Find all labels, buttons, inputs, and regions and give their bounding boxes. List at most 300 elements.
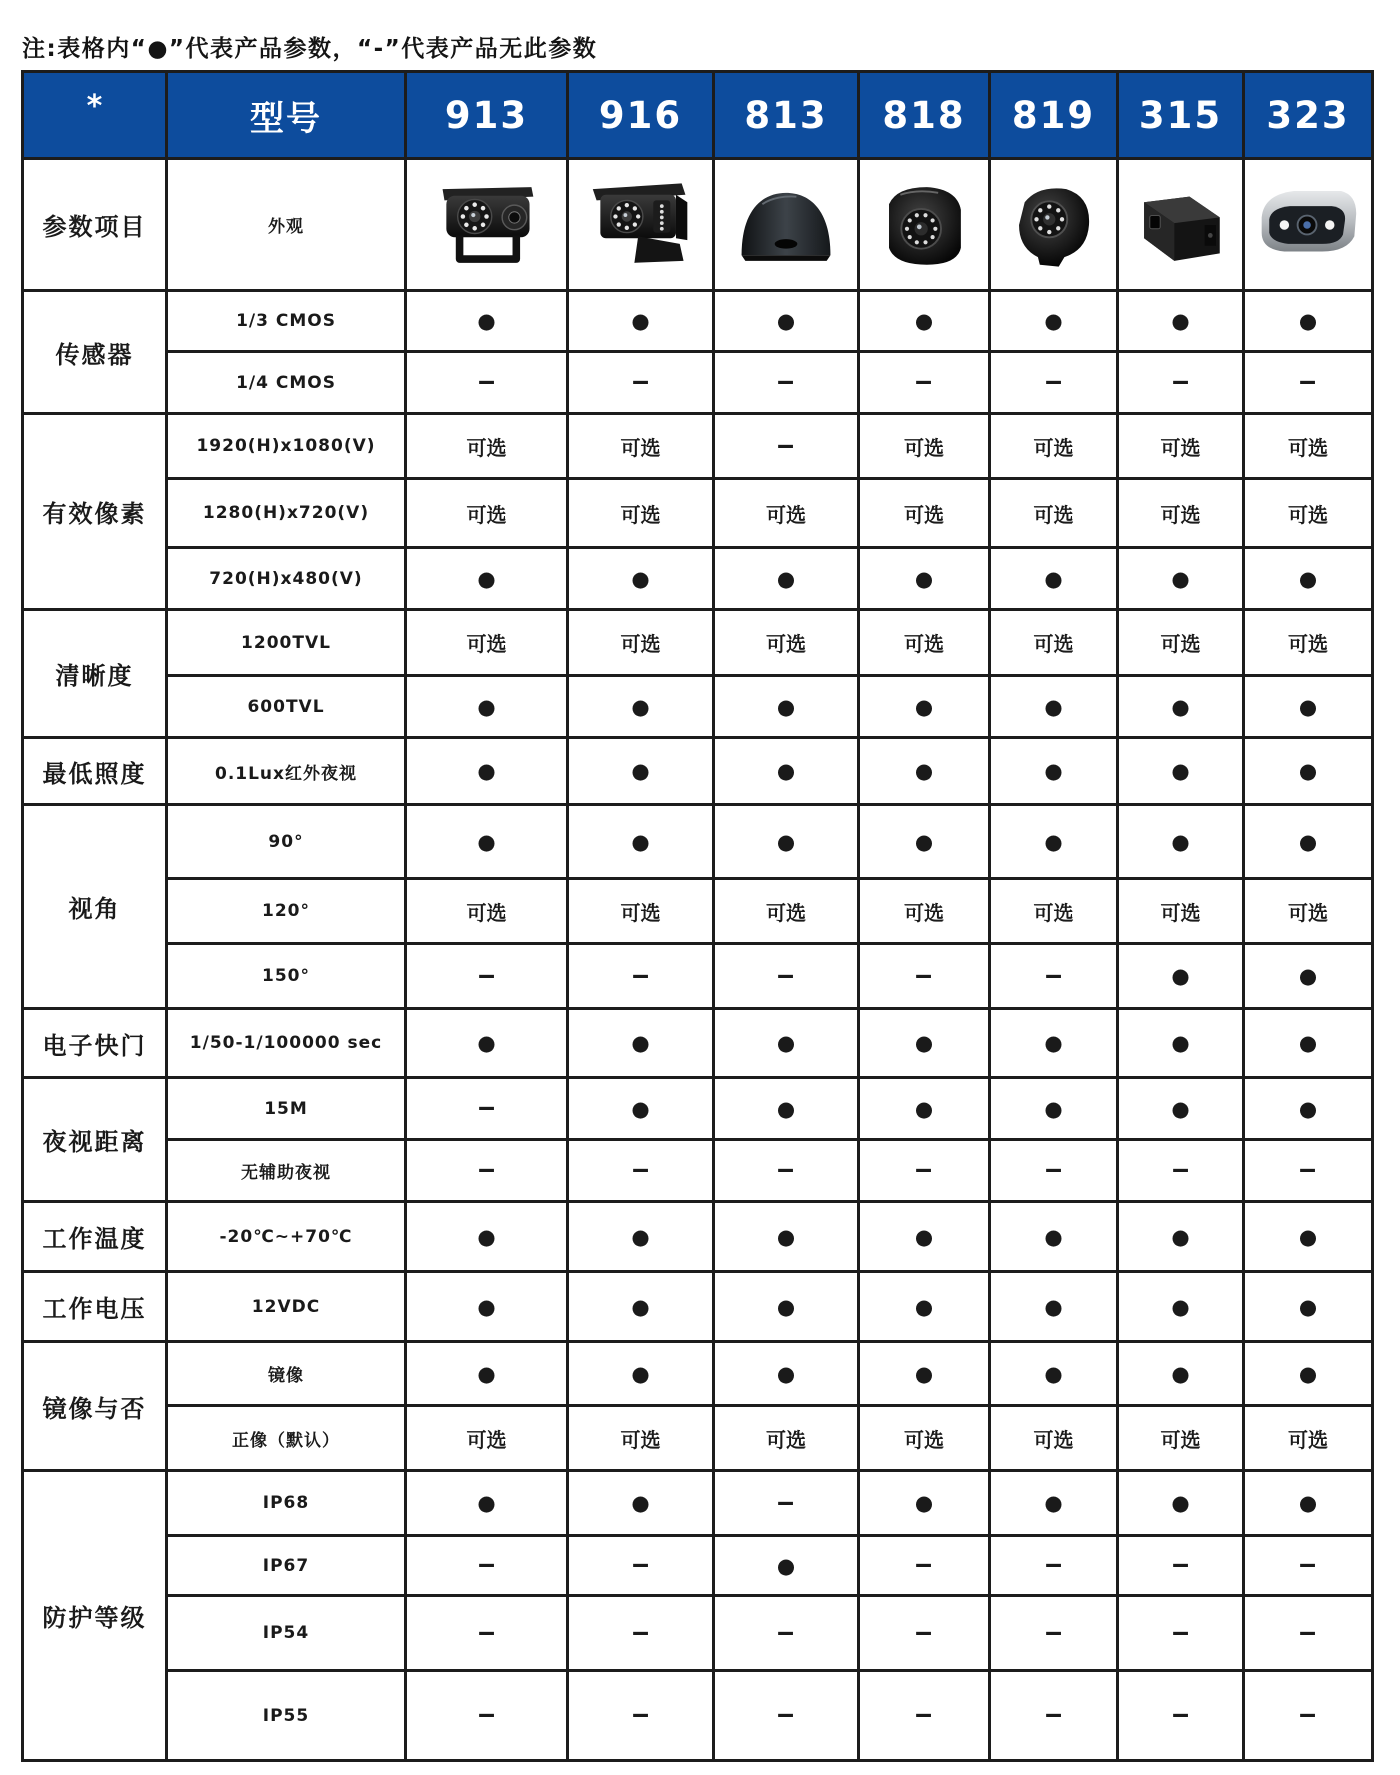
dot-mark-cell-text: ● bbox=[776, 1224, 796, 1249]
optional-cell-text: 可选 bbox=[466, 632, 507, 656]
parameter-label-text: 15M bbox=[264, 1098, 308, 1119]
dot-mark-cell bbox=[569, 677, 712, 736]
dot-mark-cell bbox=[1245, 1472, 1371, 1534]
dash-mark-cell-text: - bbox=[476, 1703, 497, 1728]
dot-mark-cell-text: ● bbox=[776, 694, 796, 719]
dot-mark-cell-text: ● bbox=[776, 1294, 796, 1319]
optional-cell bbox=[569, 415, 712, 477]
dash-mark-cell-text: - bbox=[913, 1553, 935, 1578]
dash-mark-cell-text: - bbox=[630, 1553, 651, 1578]
dot-mark-cell-text: ● bbox=[776, 1096, 796, 1121]
optional-cell bbox=[407, 415, 566, 477]
dash-mark-cell bbox=[1119, 1597, 1242, 1669]
appearance-913 bbox=[407, 160, 566, 289]
dash-mark-cell bbox=[407, 1597, 566, 1669]
category-cell-text: 视角 bbox=[68, 895, 121, 923]
optional-cell-text: 可选 bbox=[620, 435, 661, 460]
dash-mark-cell bbox=[715, 1672, 857, 1759]
category-cell-text: 清晰度 bbox=[55, 662, 134, 690]
dash-mark-cell bbox=[569, 945, 712, 1007]
dot-mark-cell bbox=[1245, 1203, 1371, 1270]
dot-mark-cell bbox=[715, 677, 857, 736]
category-cell bbox=[24, 806, 165, 1007]
optional-cell-text: 可选 bbox=[1033, 900, 1074, 925]
dot-mark-cell bbox=[1119, 806, 1242, 877]
dot-mark-cell-text: ● bbox=[477, 566, 496, 591]
dot-mark-cell-text: ● bbox=[631, 1031, 650, 1055]
category-cell bbox=[24, 1079, 165, 1200]
dash-mark-cell-text: - bbox=[775, 1158, 797, 1183]
dot-mark-cell bbox=[991, 677, 1116, 736]
optional-cell bbox=[407, 611, 566, 674]
parameter-label-text: IP68 bbox=[262, 1493, 310, 1513]
dash-mark-cell-text: - bbox=[775, 1620, 797, 1646]
dot-mark-cell bbox=[1245, 1343, 1371, 1404]
parameter-label bbox=[168, 549, 404, 608]
dot-mark-cell bbox=[860, 806, 988, 877]
category-cell-text: 参数项目 bbox=[42, 213, 147, 241]
optional-cell-text: 可选 bbox=[1033, 632, 1074, 656]
dot-mark-cell-text: ● bbox=[1044, 1031, 1063, 1055]
dot-mark-cell-text: ● bbox=[477, 829, 496, 854]
optional-cell-text: 可选 bbox=[904, 632, 944, 656]
bracket-camera-916-icon bbox=[589, 181, 693, 269]
dot-mark-cell bbox=[991, 1472, 1116, 1534]
optional-cell-text: 可选 bbox=[466, 502, 507, 527]
optional-cell-text: 可选 bbox=[620, 1427, 661, 1452]
parameter-label-text: IP67 bbox=[262, 1555, 310, 1576]
dot-mark-cell bbox=[569, 1203, 712, 1270]
optional-cell bbox=[1245, 415, 1371, 477]
optional-cell-text: 可选 bbox=[1160, 900, 1201, 925]
optional-cell bbox=[860, 880, 988, 942]
optional-cell bbox=[1119, 1407, 1242, 1469]
appearance-813 bbox=[715, 160, 857, 289]
dot-mark-cell bbox=[991, 1079, 1116, 1138]
optional-cell bbox=[715, 1407, 857, 1469]
optional-cell-text: 可选 bbox=[620, 900, 661, 925]
dot-mark-cell-text: ● bbox=[1298, 694, 1318, 719]
parameter-label-text: -20℃~+70℃ bbox=[219, 1226, 353, 1247]
legend-note: 注:表格内“●”代表产品参数，“-”代表产品无此参数 bbox=[22, 36, 598, 62]
optional-cell-text: 可选 bbox=[466, 435, 507, 460]
dash-mark-cell-text: - bbox=[1170, 1158, 1191, 1183]
dot-mark-cell bbox=[1245, 1010, 1371, 1076]
model-header-315-text: 315 bbox=[1138, 93, 1223, 137]
dash-mark-cell bbox=[860, 1537, 988, 1594]
optional-cell bbox=[569, 1407, 712, 1469]
dash-mark-cell bbox=[1245, 353, 1371, 412]
dash-mark-cell bbox=[569, 1672, 712, 1759]
optional-cell bbox=[569, 480, 712, 546]
dot-mark-cell bbox=[991, 806, 1116, 877]
optional-cell-text: 可选 bbox=[1033, 502, 1074, 527]
category-cell bbox=[24, 415, 165, 608]
dot-mark-cell bbox=[1245, 1273, 1371, 1340]
dot-mark-cell-text: ● bbox=[914, 1096, 934, 1121]
parameter-label bbox=[168, 1537, 404, 1594]
optional-cell bbox=[715, 611, 857, 674]
optional-cell-text: 可选 bbox=[1033, 1427, 1074, 1452]
dot-mark-cell bbox=[1245, 292, 1371, 350]
parameter-label bbox=[168, 677, 404, 736]
parameter-label bbox=[168, 739, 404, 803]
dot-mark-cell bbox=[407, 739, 566, 803]
dot-mark-cell-text: ● bbox=[1171, 829, 1190, 854]
dash-mark-cell bbox=[1119, 1537, 1242, 1594]
parameter-label bbox=[168, 292, 404, 350]
optional-cell bbox=[991, 480, 1116, 546]
dot-mark-cell bbox=[860, 1343, 988, 1404]
dot-mark-cell-text: ● bbox=[914, 1361, 934, 1386]
dot-mark-cell-text: ● bbox=[1298, 829, 1318, 854]
dot-mark-cell bbox=[715, 1343, 857, 1404]
category-cell-text: 防护等级 bbox=[42, 1604, 147, 1632]
dot-mark-cell-text: ● bbox=[631, 1491, 650, 1515]
optional-cell bbox=[407, 880, 566, 942]
parameter-label-text: 镜像 bbox=[268, 1366, 304, 1386]
dot-mark-cell-text: ● bbox=[631, 566, 650, 591]
appearance-818 bbox=[860, 160, 988, 289]
dash-mark-cell-text: - bbox=[1297, 1620, 1319, 1646]
dot-mark-cell-text: ● bbox=[914, 1224, 934, 1249]
parameter-label-text: IP55 bbox=[262, 1705, 310, 1726]
dash-mark-cell bbox=[860, 1141, 988, 1200]
dot-mark-cell-text: ● bbox=[1044, 1096, 1063, 1121]
optional-cell-text: 可选 bbox=[466, 1427, 507, 1452]
parameter-label-text: 150° bbox=[262, 966, 310, 986]
dot-mark-cell bbox=[407, 677, 566, 736]
dot-mark-cell-text: ● bbox=[1171, 309, 1190, 333]
dot-mark-cell-text: ● bbox=[1298, 964, 1318, 988]
parameter-label bbox=[168, 611, 404, 674]
dot-mark-cell bbox=[715, 1273, 857, 1340]
dash-mark-cell bbox=[715, 945, 857, 1007]
dash-mark-cell bbox=[407, 1537, 566, 1594]
optional-cell bbox=[860, 480, 988, 546]
optional-cell-text: 可选 bbox=[766, 632, 806, 656]
dash-mark-cell-text: - bbox=[476, 963, 497, 989]
dot-mark-cell bbox=[1245, 945, 1371, 1007]
parameter-label-text: 120° bbox=[262, 901, 310, 921]
category-cell bbox=[24, 292, 165, 412]
appearance-819 bbox=[991, 160, 1116, 289]
dot-mark-cell-text: ● bbox=[631, 1224, 650, 1249]
model-header-813 bbox=[715, 73, 857, 157]
dot-mark-cell bbox=[991, 1010, 1116, 1076]
dot-mark-cell-text: ● bbox=[1044, 1294, 1063, 1319]
dash-mark-cell bbox=[407, 1079, 566, 1138]
dot-mark-cell-text: ● bbox=[914, 1031, 934, 1055]
dash-mark-cell-text: - bbox=[1043, 1553, 1064, 1578]
dash-mark-cell bbox=[860, 1597, 988, 1669]
category-cell-text: 夜视距离 bbox=[42, 1128, 147, 1156]
category-cell-text: 最低照度 bbox=[42, 759, 147, 788]
dash-mark-cell bbox=[407, 353, 566, 412]
parameter-label bbox=[168, 806, 404, 877]
dot-mark-cell-text: ● bbox=[631, 1361, 650, 1386]
optional-cell-text: 可选 bbox=[1033, 435, 1074, 460]
dot-mark-cell bbox=[569, 1010, 712, 1076]
dot-mark-cell bbox=[407, 1010, 566, 1076]
optional-cell bbox=[715, 880, 857, 942]
parameter-label-text: 1/50-1/100000 sec bbox=[189, 1033, 383, 1053]
dot-mark-cell-text: ● bbox=[477, 759, 496, 783]
optional-cell-text: 可选 bbox=[466, 900, 507, 925]
dash-mark-cell-text: - bbox=[630, 963, 651, 989]
category-cell bbox=[24, 1010, 165, 1076]
dot-mark-cell bbox=[715, 739, 857, 803]
dot-mark-cell-text: ● bbox=[914, 829, 934, 854]
parameter-label-text: 720(H)x480(V) bbox=[209, 568, 363, 589]
dash-mark-cell bbox=[860, 1672, 988, 1759]
dash-mark-cell-text: - bbox=[1297, 1703, 1319, 1728]
dash-mark-cell bbox=[1245, 1597, 1371, 1669]
dash-mark-cell-text: - bbox=[476, 1096, 497, 1121]
dot-mark-cell bbox=[569, 1472, 712, 1534]
dash-mark-cell bbox=[991, 1597, 1116, 1669]
optional-cell bbox=[991, 1407, 1116, 1469]
parameter-label bbox=[168, 1672, 404, 1759]
dot-mark-cell-text: ● bbox=[1298, 309, 1318, 333]
parameter-label-text: 无辅助夜视 bbox=[241, 1163, 331, 1183]
dot-mark-cell bbox=[1245, 739, 1371, 803]
box-camera-315-icon bbox=[1129, 181, 1233, 269]
dot-mark-cell-text: ● bbox=[1298, 1096, 1318, 1121]
parameter-label bbox=[168, 480, 404, 546]
optional-cell-text: 可选 bbox=[904, 435, 944, 460]
model-header-818-text: 818 bbox=[882, 93, 966, 137]
dot-mark-cell bbox=[407, 1273, 566, 1340]
parameter-label-text: 1280(H)x720(V) bbox=[202, 503, 370, 523]
dot-mark-cell bbox=[407, 1203, 566, 1270]
dot-mark-cell-text: ● bbox=[1044, 694, 1063, 719]
dot-mark-cell bbox=[1245, 549, 1371, 608]
dot-mark-cell-text: ● bbox=[1298, 1294, 1318, 1319]
dot-mark-cell bbox=[569, 1079, 712, 1138]
optional-cell-text: 可选 bbox=[620, 632, 661, 656]
model-header-913-text: 913 bbox=[444, 93, 529, 137]
dash-mark-cell-text: - bbox=[1043, 1703, 1064, 1728]
dash-mark-cell-text: - bbox=[913, 1158, 935, 1183]
dot-mark-cell-text: ● bbox=[776, 309, 796, 333]
dot-mark-cell-text: ● bbox=[1171, 1224, 1190, 1249]
dot-mark-cell bbox=[715, 549, 857, 608]
dot-mark-cell-text: ● bbox=[477, 1224, 496, 1249]
dot-mark-cell bbox=[860, 549, 988, 608]
dash-mark-cell-text: - bbox=[1043, 1158, 1064, 1183]
optional-cell-text: 可选 bbox=[766, 900, 806, 925]
optional-cell bbox=[1245, 1407, 1371, 1469]
dash-mark-cell bbox=[991, 945, 1116, 1007]
dot-mark-cell-text: ● bbox=[1044, 759, 1063, 783]
dot-mark-cell-text: ● bbox=[1171, 1361, 1190, 1386]
optional-cell-text: 可选 bbox=[1288, 632, 1328, 656]
optional-cell bbox=[1245, 480, 1371, 546]
dash-mark-cell-text: - bbox=[630, 1158, 651, 1183]
dot-mark-cell bbox=[569, 739, 712, 803]
parameter-label bbox=[168, 160, 404, 289]
optional-cell bbox=[569, 611, 712, 674]
dot-mark-cell-text: ● bbox=[477, 1491, 496, 1515]
parameter-label-text: 1200TVL bbox=[241, 632, 331, 653]
dot-mark-cell-text: ● bbox=[631, 759, 650, 783]
parameter-label bbox=[168, 1010, 404, 1076]
dot-mark-cell bbox=[1245, 677, 1371, 736]
dot-mark-cell bbox=[569, 1273, 712, 1340]
dash-mark-cell bbox=[407, 1672, 566, 1759]
dot-mark-cell bbox=[991, 739, 1116, 803]
optional-cell bbox=[407, 1407, 566, 1469]
dash-mark-cell bbox=[991, 1537, 1116, 1594]
dot-mark-cell bbox=[1119, 549, 1242, 608]
parameter-label bbox=[168, 1079, 404, 1138]
dash-mark-cell-text: - bbox=[1170, 1553, 1191, 1578]
dot-mark-cell bbox=[407, 1343, 566, 1404]
category-cell bbox=[24, 739, 165, 803]
dash-mark-cell-text: - bbox=[1297, 370, 1319, 395]
parameter-label bbox=[168, 1407, 404, 1469]
dot-mark-cell-text: ● bbox=[1298, 1361, 1318, 1386]
dash-mark-cell-text: - bbox=[913, 1620, 935, 1646]
optional-cell bbox=[991, 880, 1116, 942]
dot-mark-cell bbox=[715, 1203, 857, 1270]
dot-mark-cell-text: ● bbox=[776, 829, 796, 854]
parameter-label-text: 外观 bbox=[268, 217, 304, 237]
parameter-label bbox=[168, 1343, 404, 1404]
dot-mark-cell-text: ● bbox=[631, 829, 650, 854]
dot-mark-cell-text: ● bbox=[914, 759, 934, 783]
dot-mark-cell-text: ● bbox=[631, 694, 650, 719]
dash-mark-cell-text: - bbox=[775, 433, 797, 459]
parameter-label bbox=[168, 415, 404, 477]
dash-mark-cell-text: - bbox=[1170, 1703, 1191, 1728]
dot-mark-cell bbox=[569, 806, 712, 877]
dot-mark-cell-text: ● bbox=[914, 309, 934, 333]
dash-mark-cell-text: - bbox=[913, 1703, 935, 1728]
parameter-label bbox=[168, 1273, 404, 1340]
dot-mark-cell bbox=[1119, 677, 1242, 736]
dot-mark-cell bbox=[715, 806, 857, 877]
dash-mark-cell bbox=[991, 353, 1116, 412]
optional-cell-text: 可选 bbox=[1160, 502, 1201, 527]
dash-mark-cell bbox=[1245, 1141, 1371, 1200]
model-header-819-text: 819 bbox=[1011, 93, 1096, 137]
dot-mark-cell-text: ● bbox=[1171, 1491, 1190, 1515]
dot-mark-cell bbox=[1119, 292, 1242, 350]
optional-cell bbox=[1119, 611, 1242, 674]
dot-mark-cell bbox=[860, 1273, 988, 1340]
dot-mark-cell-text: ● bbox=[1171, 964, 1190, 988]
dot-mark-cell-text: ● bbox=[914, 694, 934, 719]
header-star-text: * bbox=[86, 88, 103, 124]
dash-mark-cell bbox=[569, 1141, 712, 1200]
dot-mark-cell-text: ● bbox=[1171, 759, 1190, 783]
optional-cell bbox=[1119, 415, 1242, 477]
dot-mark-cell-text: ● bbox=[1298, 1224, 1318, 1249]
appearance-323 bbox=[1245, 160, 1371, 289]
dot-mark-cell bbox=[1245, 806, 1371, 877]
dash-mark-cell bbox=[860, 353, 988, 412]
dash-mark-cell bbox=[715, 1141, 857, 1200]
dot-mark-cell bbox=[1119, 1273, 1242, 1340]
dot-mark-cell bbox=[407, 1472, 566, 1534]
dot-mark-cell bbox=[991, 1273, 1116, 1340]
dot-mark-cell bbox=[715, 1537, 857, 1594]
dot-mark-cell-text: ● bbox=[1044, 1224, 1063, 1249]
dot-mark-cell-text: ● bbox=[1171, 1031, 1190, 1055]
optional-cell bbox=[1119, 480, 1242, 546]
parameter-label bbox=[168, 1203, 404, 1270]
category-cell-text: 镜像与否 bbox=[42, 1394, 147, 1423]
dot-mark-cell-text: ● bbox=[776, 759, 796, 783]
header-star bbox=[24, 73, 165, 157]
optional-cell-text: 可选 bbox=[1160, 435, 1201, 460]
dot-mark-cell bbox=[1119, 1472, 1242, 1534]
dot-mark-cell-text: ● bbox=[631, 309, 650, 333]
parameter-label bbox=[168, 1597, 404, 1669]
category-cell bbox=[24, 1472, 165, 1759]
optional-cell-text: 可选 bbox=[1160, 1427, 1201, 1452]
dot-mark-cell bbox=[991, 1203, 1116, 1270]
optional-cell-text: 可选 bbox=[766, 502, 806, 527]
optional-cell bbox=[715, 480, 857, 546]
dot-mark-cell bbox=[407, 292, 566, 350]
dot-mark-cell bbox=[715, 1010, 857, 1076]
dot-mark-cell-text: ● bbox=[914, 1491, 934, 1515]
dot-mark-cell-text: ● bbox=[1044, 566, 1063, 591]
optional-cell-text: 可选 bbox=[1288, 435, 1328, 460]
dot-mark-cell bbox=[860, 1079, 988, 1138]
dot-mark-cell bbox=[569, 292, 712, 350]
dot-mark-cell-text: ● bbox=[1298, 566, 1318, 591]
dot-mark-cell-text: ● bbox=[1298, 759, 1318, 783]
parameter-label-text: 1/3 CMOS bbox=[236, 311, 336, 331]
dash-mark-cell-text: - bbox=[775, 1703, 797, 1728]
dot-mark-cell-text: ● bbox=[914, 1294, 934, 1319]
dash-mark-cell-text: - bbox=[913, 370, 935, 395]
parameter-label-text: 90° bbox=[268, 831, 304, 852]
dot-mark-cell bbox=[991, 549, 1116, 608]
dot-mark-cell bbox=[1119, 1343, 1242, 1404]
parameter-label bbox=[168, 353, 404, 412]
dash-mark-cell bbox=[1245, 1537, 1371, 1594]
dot-mark-cell bbox=[860, 1010, 988, 1076]
parameter-label-text: 1920(H)x1080(V) bbox=[196, 436, 376, 456]
spec-table bbox=[21, 70, 1374, 1762]
optional-cell bbox=[860, 611, 988, 674]
optional-cell bbox=[860, 1407, 988, 1469]
dot-mark-cell bbox=[1119, 1203, 1242, 1270]
optional-cell-text: 可选 bbox=[1288, 502, 1328, 527]
parameter-label-text: 0.1Lux红外夜视 bbox=[214, 763, 357, 784]
dot-mark-cell-text: ● bbox=[477, 1294, 496, 1319]
dot-mark-cell bbox=[860, 292, 988, 350]
appearance-315 bbox=[1119, 160, 1242, 289]
dash-mark-cell-text: - bbox=[913, 963, 935, 989]
parameter-label-text: 正像（默认） bbox=[232, 1430, 340, 1451]
model-header-913 bbox=[407, 73, 566, 157]
category-cell-text: 工作电压 bbox=[42, 1295, 147, 1323]
dot-mark-cell-text: ● bbox=[1044, 309, 1063, 333]
dot-mark-cell-text: ● bbox=[776, 1553, 796, 1578]
dot-mark-cell-text: ● bbox=[776, 1361, 796, 1386]
dash-mark-cell bbox=[1245, 1672, 1371, 1759]
category-cell bbox=[24, 1203, 165, 1270]
header-model-label-text: 型号 bbox=[250, 98, 322, 139]
dot-mark-cell-text: ● bbox=[1171, 1294, 1190, 1319]
dot-mark-cell-text: ● bbox=[1044, 1491, 1063, 1515]
